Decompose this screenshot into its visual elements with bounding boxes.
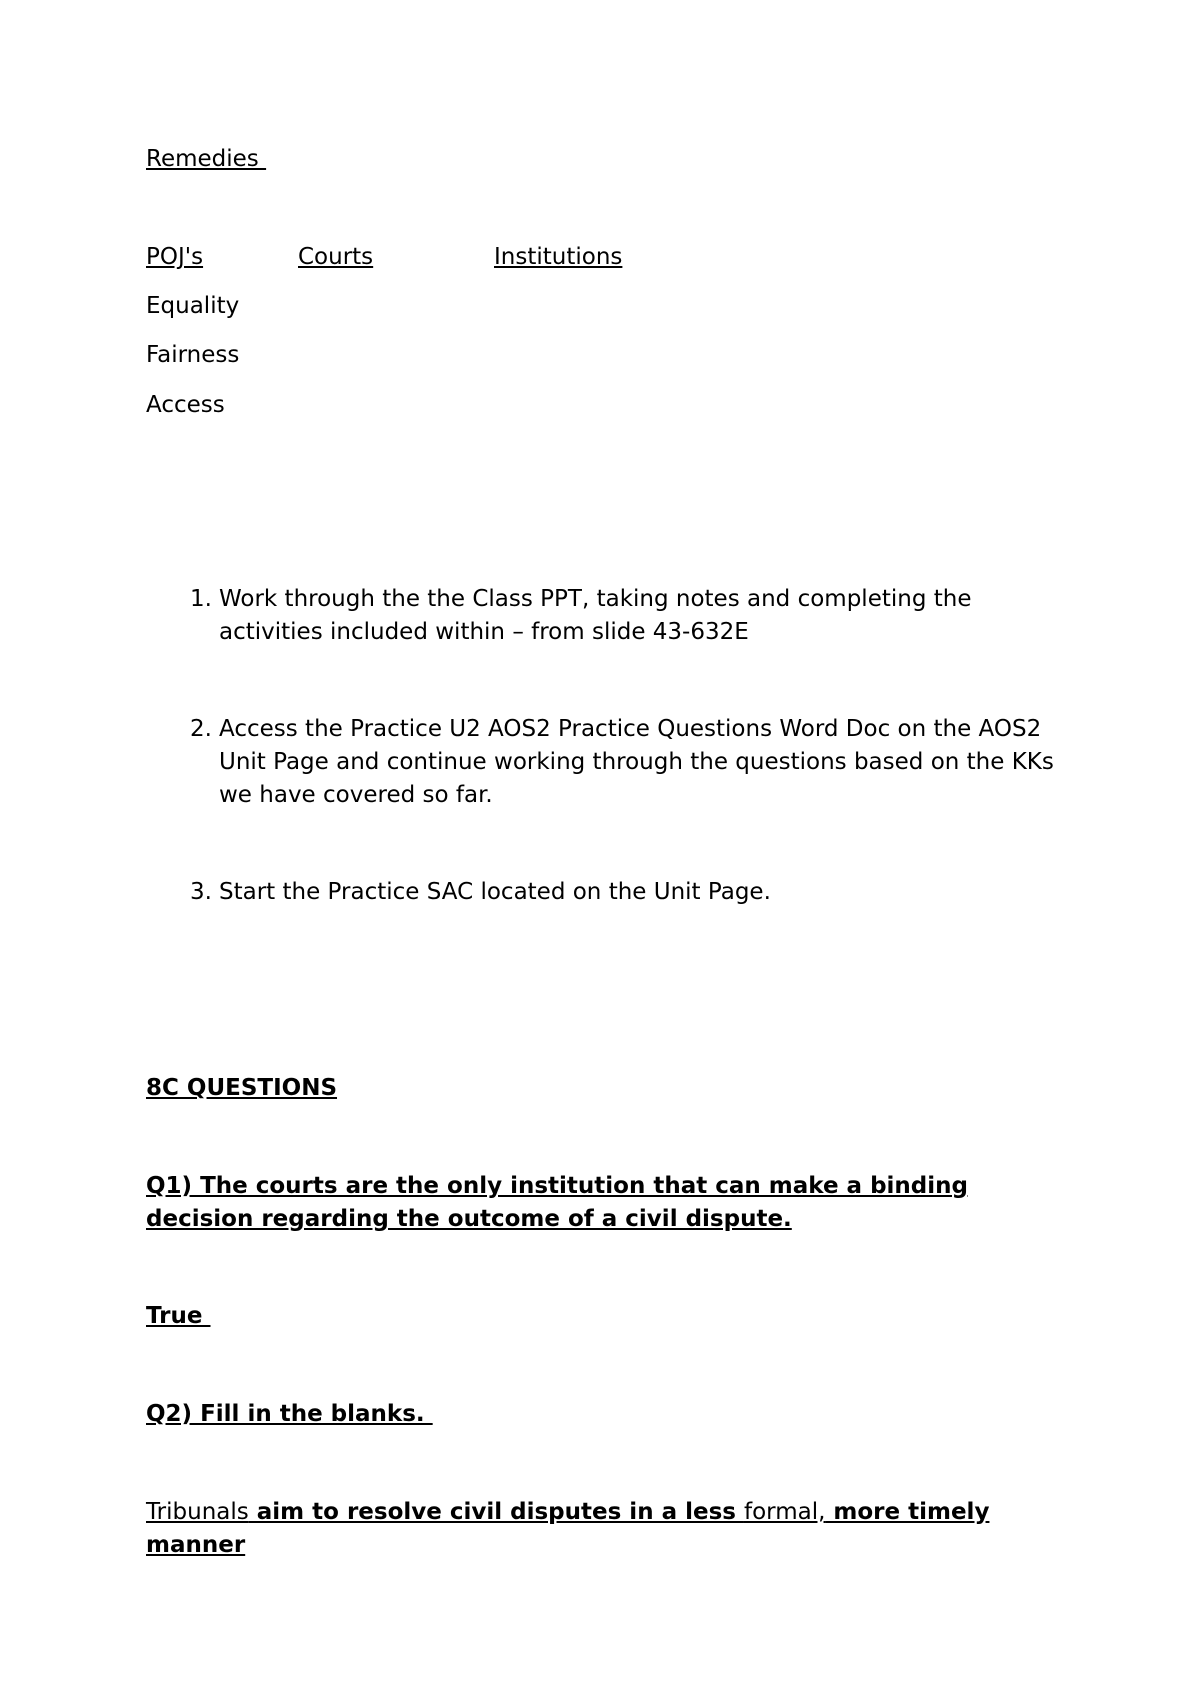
task-list-item <box>146 713 1066 812</box>
question-1-answer: True <box>146 1303 211 1329</box>
column-heading-pojs: POJ's <box>146 244 204 270</box>
task-list-item <box>146 583 1066 649</box>
task-text: Work through the the Class PPT, taking notes and completing the activities included within – from slide 43-632E <box>219 586 972 645</box>
document-title: Remedies <box>146 146 267 172</box>
task-number: 3. <box>190 879 212 905</box>
task-number: 1. <box>190 586 212 612</box>
question-1-text: Q1) The courts are the only institution that can make a binding decision regarding the outcome of a civil dispute. <box>146 1173 968 1232</box>
column-heading-institutions: Institutions <box>494 244 623 270</box>
task-text: Start the Practice SAC located on the Unit Page. <box>219 879 771 905</box>
question-2-heading: Q2) Fill in the blanks. <box>146 1401 433 1427</box>
blank-answer-tribunals: Tribunals <box>146 1499 249 1525</box>
poj-item-access: Access <box>146 392 225 418</box>
poj-item-fairness: Fairness <box>146 342 240 368</box>
task-number: 2. <box>190 716 212 742</box>
task-list-item <box>146 876 1066 909</box>
answer-text-bold: aim to resolve civil disputes in a less <box>248 1499 744 1525</box>
answer-text-bold: more timely manner <box>146 1499 990 1558</box>
blank-answer-formal: formal, <box>743 1499 826 1525</box>
section-heading: 8C QUESTIONS <box>146 1075 338 1101</box>
task-text: Access the Practice U2 AOS2 Practice Questions Word Doc on the AOS2 Unit Page and continue working through the questions based on the KKs we have covered so far. <box>219 716 1054 808</box>
question-2-answer <box>146 1496 1066 1562</box>
column-heading-courts: Courts <box>298 244 374 270</box>
poj-item-equality: Equality <box>146 293 240 319</box>
